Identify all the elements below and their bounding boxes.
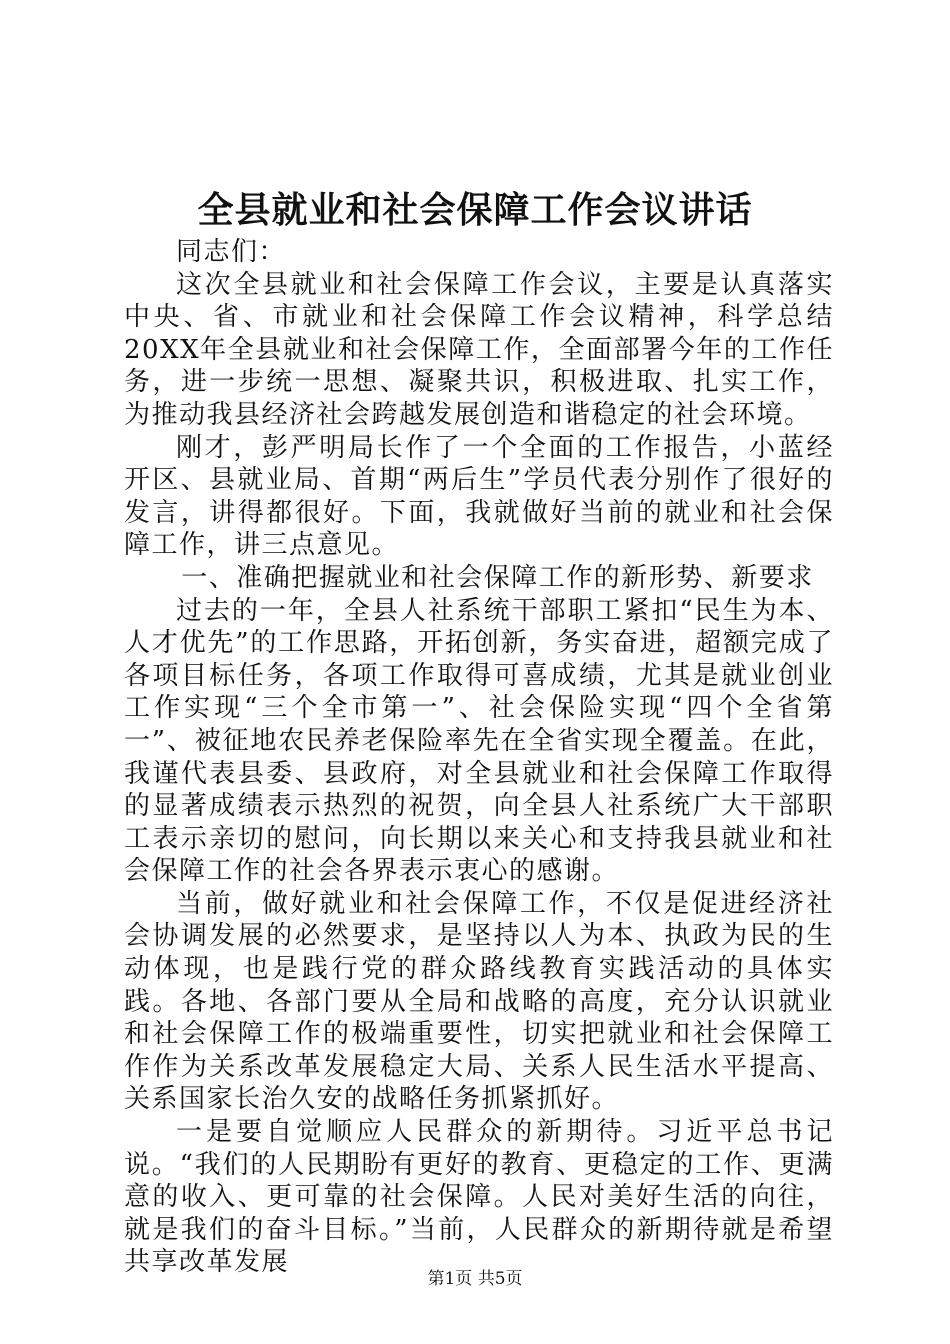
paragraph-importance: 当前，做好就业和社会保障工作，不仅是促进经济社会协调发展的必然要求，是坚持以人为本、执政为民的生动体现，也是践行党的群众路线教育实践活动的具体实践。各地、各部门要从全局和战略的高度，充分认识就业和社会保障工作的极端重要性，切实把就业和社会保障工作作为关系改革发展稳定大局、关系人民生活水平提高、关系国家长治久安的战略任务抓紧抓好。 (124, 888, 834, 1115)
page-number-footer: 第1页 共5页 (427, 1269, 523, 1289)
document-body (124, 236, 834, 1279)
salutation: 同志们： (176, 237, 287, 267)
paragraph-review: 过去的一年，全县人社系统干部职工紧扣“民生为本、人才优先”的工作思路，开拓创新，务实奋进，超额完成了各项目标任务，各项工作取得可喜成绩，尤其是就业创业工作实现“三个全市第一”、社会保险实现“四个全省第一”、被征地农民养老保险率先在全省实现全覆盖。在此，我谨代表县委、县政府，对全县就业和社会保障工作取得的显著成绩表示热烈的祝贺，向全县人社系统广大干部职工表示亲切的慰问，向长期以来关心和支持我县就业和社会保障工作的社会各界表示衷心的感谢。 (124, 595, 834, 887)
document-title: 全县就业和社会保障工作会议讲话 (197, 189, 753, 231)
paragraph-expectations: 一是要自觉顺应人民群众的新期待。习近平总书记说。“我们的人民期盼有更好的教育、更稳定的工作、更满意的收入、更可靠的社会保障。人民对美好生活的向往，就是我们的奋斗目标。”当前，人民群众的新期待就是希望共享改革发展 (124, 1117, 834, 1278)
section-heading: 一、准确把握就业和社会保障工作的新形势、新要求 (181, 562, 814, 593)
paragraph-remarks: 刚才，彭严明局长作了一个全面的工作报告，小蓝经开区、县就业局、首期“两后生”学员代表分别作了很好的发言，讲得都很好。下面，我就做好当前的就业和社会保障工作，讲三点意见。 (124, 432, 834, 561)
paragraph-intro: 这次全县就业和社会保障工作会议，主要是认真落实中央、省、市就业和社会保障工作会议精神，科学总结20XX年全县就业和社会保障工作，全面部署今年的工作任务，进一步统一思想、凝聚共识，积极进取、扎实工作，为推动我县经济社会跨越发展创造和谐稳定的社会环境。 (124, 269, 834, 430)
